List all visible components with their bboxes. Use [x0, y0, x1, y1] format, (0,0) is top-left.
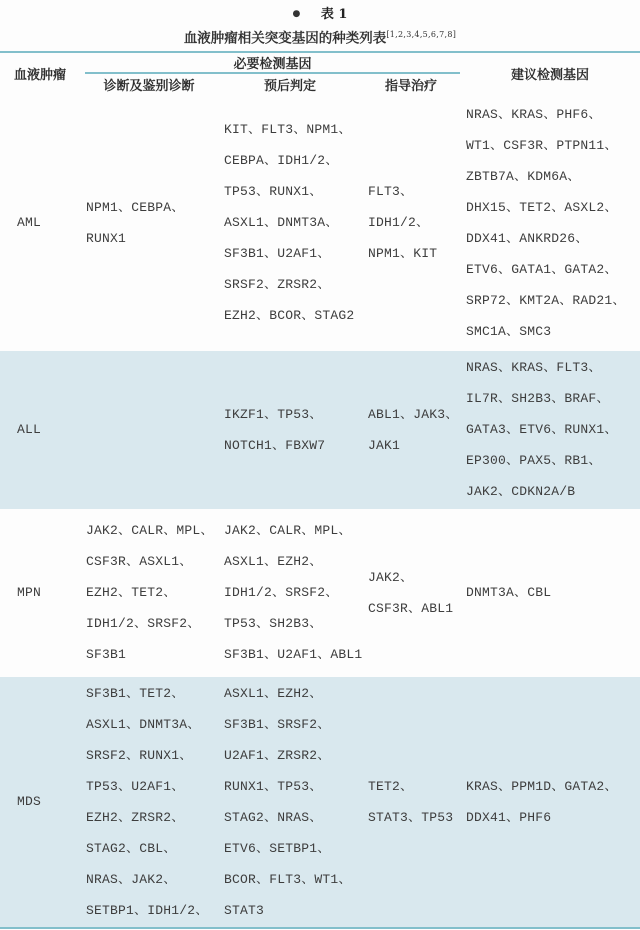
gene-line: RUNX1、TP53、 — [224, 778, 323, 794]
header-treatment: 指导治疗 — [384, 78, 437, 94]
gene-line: ABL1、JAK3、 — [368, 406, 459, 422]
gene-line: JAK2、CALR、MPL、 — [224, 523, 352, 538]
disease-label: MPN — [17, 585, 42, 600]
cell-prognosis — [218, 509, 362, 677]
gene-line: EZH2、ZRSR2、 — [86, 809, 185, 825]
gene-line: SF3B1 — [86, 647, 127, 662]
gene-line: SETBP1、IDH1/2、 — [86, 902, 209, 918]
disease-label: MDS — [17, 794, 42, 809]
cell-recommended — [460, 95, 640, 351]
disease-label: ALL — [17, 422, 42, 437]
gene-line: NRAS、KRAS、PHF6、 — [466, 106, 602, 122]
header-diagnosis: 诊断及鉴别诊断 — [103, 78, 195, 94]
gene-line: IDH1/2、SRSF2、 — [224, 585, 339, 600]
gene-line: SRP72、KMT2A、RAD21、 — [466, 292, 626, 308]
cell-recommended — [460, 351, 640, 509]
gene-line: NOTCH1、FBXW7 — [224, 437, 326, 453]
cell-prognosis — [218, 95, 362, 351]
gene-line: DNMT3A、CBL — [466, 585, 552, 600]
header-prognosis: 预后判定 — [263, 78, 316, 94]
gene-line: CSF3R、ASXL1、 — [86, 554, 193, 569]
gene-line: IDH1/2、 — [368, 215, 430, 230]
gene-line: U2AF1、ZRSR2、 — [224, 747, 331, 763]
table-row — [0, 95, 640, 351]
table-header — [0, 53, 640, 95]
cell-recommended — [460, 509, 640, 677]
gene-line: NRAS、JAK2、 — [86, 871, 177, 887]
gene-line: STAT3 — [224, 902, 265, 918]
gene-line: DHX15、TET2、ASXL2、 — [466, 199, 618, 215]
gene-line: JAK1 — [368, 437, 401, 453]
gene-line: IL7R、SH2B3、BRAF、 — [466, 391, 610, 406]
gene-line: SMC1A、SMC3 — [466, 323, 552, 339]
gene-line: TET2、 — [368, 778, 414, 794]
gene-line: ASXL1、DNMT3A、 — [224, 215, 339, 230]
gene-line: DDX41、ANKRD26、 — [466, 230, 589, 246]
gene-line: JAK2、CDKN2A/B — [466, 484, 576, 499]
cell-disease — [0, 509, 80, 677]
gene-line: ZBTB7A、KDM6A、 — [466, 168, 581, 184]
gene-line: IDH1/2、SRSF2、 — [86, 616, 201, 631]
gene-table — [0, 51, 640, 929]
header-recommended: 建议检测基因 — [510, 68, 589, 83]
cell-disease — [0, 95, 80, 351]
cell-diagnosis — [80, 95, 218, 351]
gene-line: ETV6、GATA1、GATA2、 — [466, 261, 618, 277]
gene-line: ASXL1、EZH2、 — [224, 685, 323, 701]
gene-line: WT1、CSF3R、PTPN11、 — [466, 137, 618, 153]
gene-line: EP300、PAX5、RB1、 — [466, 453, 602, 468]
table-caption — [0, 0, 640, 23]
gene-line: ETV6、SETBP1、 — [224, 840, 331, 856]
table-subtitle — [0, 26, 640, 48]
bullet-icon: ● — [292, 9, 301, 19]
gene-line: EZH2、TET2、 — [86, 585, 177, 600]
gene-line: NPM1、KIT — [368, 246, 438, 261]
gene-line: DDX41、PHF6 — [466, 809, 552, 825]
cell-diagnosis — [80, 677, 218, 927]
cell-prognosis — [218, 351, 362, 509]
gene-line: SF3B1、U2AF1、 — [224, 246, 331, 261]
table-row — [0, 509, 640, 677]
gene-line: STAT3、TP53 — [368, 809, 454, 825]
gene-line: ASXL1、EZH2、 — [224, 554, 323, 569]
gene-line: NPM1、CEBPA、 — [86, 199, 185, 215]
gene-line: TP53、U2AF1、 — [86, 778, 185, 794]
cell-diagnosis — [80, 509, 218, 677]
gene-line: RUNX1 — [86, 230, 127, 246]
gene-line: JAK2、CALR、MPL、 — [86, 523, 214, 538]
gene-line: SF3B1、SRSF2、 — [224, 716, 331, 732]
gene-line: JAK2、 — [368, 569, 414, 585]
header-required-group: 必要检测基因 — [85, 53, 460, 74]
gene-line: STAG2、NRAS、 — [224, 809, 323, 825]
table-row — [0, 351, 640, 509]
cell-treatment — [362, 95, 460, 351]
cell-prognosis — [218, 677, 362, 927]
header-disease: 血液肿瘤 — [13, 68, 66, 83]
gene-line: TP53、RUNX1、 — [224, 184, 323, 199]
gene-line: CEBPA、IDH1/2、 — [224, 153, 339, 168]
cell-recommended — [460, 677, 640, 927]
gene-line: EZH2、BCOR、STAG2 — [224, 308, 355, 323]
cell-treatment — [362, 677, 460, 927]
gene-line: CSF3R、ABL1 — [368, 600, 454, 616]
gene-line: GATA3、ETV6、RUNX1、 — [466, 422, 618, 437]
gene-line: SF3B1、TET2、 — [86, 685, 185, 701]
gene-line: FLT3、 — [368, 184, 414, 199]
disease-label: AML — [17, 215, 42, 230]
cell-treatment — [362, 351, 460, 509]
gene-line: KIT、FLT3、NPM1、 — [224, 122, 352, 137]
gene-line: SF3B1、U2AF1、ABL1 — [224, 647, 363, 662]
gene-line: IKZF1、TP53、 — [224, 406, 323, 422]
cell-treatment — [362, 509, 460, 677]
gene-line: ASXL1、DNMT3A、 — [86, 716, 201, 732]
table-number: 表 1 — [320, 7, 348, 22]
gene-line: TP53、SH2B3、 — [224, 616, 323, 631]
cell-disease — [0, 677, 80, 927]
gene-line: SRSF2、RUNX1、 — [86, 747, 193, 763]
gene-line: SRSF2、ZRSR2、 — [224, 277, 331, 292]
gene-line: STAG2、CBL、 — [86, 840, 177, 856]
citation-superscript: [1,2,3,4,5,6,7,8] — [386, 30, 457, 39]
gene-line: NRAS、KRAS、FLT3、 — [466, 360, 602, 375]
subtitle-text: 血液肿瘤相关突变基因的种类列表 — [183, 30, 387, 47]
cell-disease — [0, 351, 80, 509]
table-row — [0, 677, 640, 927]
cell-diagnosis — [80, 351, 218, 509]
gene-line: BCOR、FLT3、WT1、 — [224, 871, 352, 887]
table-body — [0, 95, 640, 927]
gene-line: KRAS、PPM1D、GATA2、 — [466, 778, 618, 794]
